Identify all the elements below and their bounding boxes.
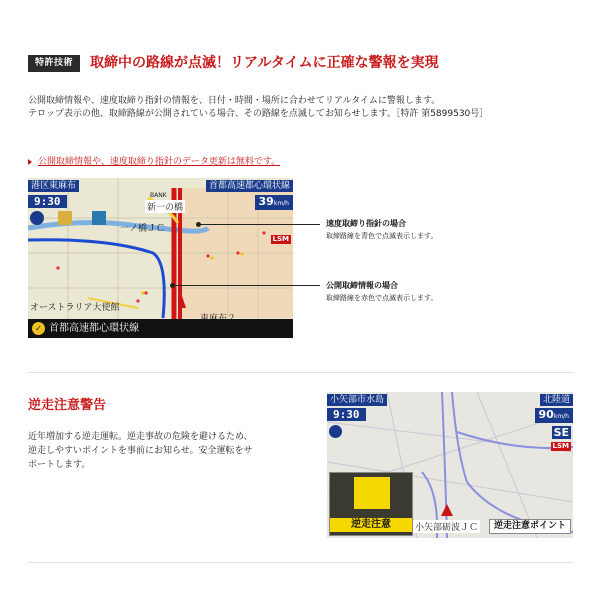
nav-map-screenshot-2 <box>327 392 573 538</box>
wrong-way-point-button[interactable]: 逆走注意ポイント <box>489 519 571 534</box>
callout-speed-guideline-desc: 取締路線を青色で点滅表示します。 <box>326 232 438 240</box>
map1-label-bank: BANK <box>150 192 167 199</box>
map2-time: 9:30 <box>327 408 366 421</box>
section-divider-bottom <box>28 562 573 563</box>
section2-paragraph <box>28 430 298 472</box>
section-divider <box>28 372 573 373</box>
callout-public-info-title: 公開取締情報の場合 <box>326 281 398 290</box>
map1-speed <box>255 195 293 210</box>
map1-label-ichinohashi: 一ノ橋ＪＣ <box>120 224 166 234</box>
map1-top-right-tag: 首都高速都心環状線 <box>206 180 293 192</box>
map1-speed-unit: km/h <box>273 200 289 207</box>
triangle-bullet-icon <box>28 159 32 165</box>
callout-speed-guideline-title: 速度取締り指針の場合 <box>326 219 406 228</box>
section1-paragraph-line2: テロップ表示の他、取締路線が公開されている場合、その路線を点滅してお知らせします。［特許 第5899530号］ <box>28 109 489 119</box>
map2-top-right-tag: 北陸道 <box>540 394 573 406</box>
map1-label-shinichi: 新一の橋 <box>145 200 185 213</box>
callout-blue-line <box>200 224 320 225</box>
section-title-realtime-alert: 取締中の路線が点滅！リアルタイムに正確な警報を実現 <box>90 55 439 71</box>
section2-paragraph-line2: 逆走しやすいポイントを事前にお知らせ。安全運転をサ <box>28 446 253 456</box>
free-update-notice[interactable] <box>28 154 280 167</box>
section2-paragraph-line3: ポートします。 <box>28 460 91 470</box>
map1-road-icon: ✓ <box>32 322 45 335</box>
wrong-way-inset-label: 逆走注意 <box>330 518 412 532</box>
map2-label-jc: 小矢部砺波ＪＣ <box>413 520 480 533</box>
map2-compass-icon <box>329 425 342 438</box>
map1-bottom-bar-label: 首都高速都心環状線 <box>49 323 139 334</box>
map1-speed-value: 39 <box>258 195 274 208</box>
map2-speed <box>535 408 573 423</box>
section1-paragraph-line1: 公開取締情報や、速度取締り指針の情報を、日付・時間・場所に合わせてリアルタイムに警報します。 <box>28 96 441 106</box>
callout-public-info-desc: 取締路線を赤色で点滅表示します。 <box>326 294 438 302</box>
map2-se-badge: SE <box>553 426 569 439</box>
map1-train-icon <box>92 211 106 225</box>
section1-paragraph <box>28 95 573 121</box>
map2-area-tag: 小矢部市水島 <box>327 394 387 406</box>
nav-map-screenshot-1 <box>28 178 293 338</box>
map2-speed-unit: km/h <box>553 413 569 420</box>
callout-red-line <box>174 285 320 286</box>
map1-compass-icon <box>30 211 44 225</box>
map1-lsm-badge: LSM <box>272 235 289 243</box>
map1-bottom-bar <box>28 319 293 338</box>
map1-label-australia: オーストラリア大使館 <box>30 303 120 313</box>
wrong-way-inset <box>329 472 413 536</box>
section2-paragraph-line1: 近年増加する逆走運転。逆走事故の危険を避けるため、 <box>28 432 253 442</box>
free-update-link[interactable]: 公開取締情報や、速度取締り指針のデータ更新は無料です。 <box>38 157 281 167</box>
map2-lsm-badge: LSM <box>552 442 569 450</box>
map2-speed-value: 90 <box>538 408 554 421</box>
map1-time: 9:30 <box>28 195 67 208</box>
section-title-wrong-way: 逆走注意警告 <box>28 398 107 413</box>
wrong-way-warning-icon <box>354 477 390 509</box>
map1-camera-icon <box>58 211 72 225</box>
map1-area-tag: 港区東麻布 <box>28 180 79 192</box>
patent-badge: 特許技術 <box>28 55 80 72</box>
